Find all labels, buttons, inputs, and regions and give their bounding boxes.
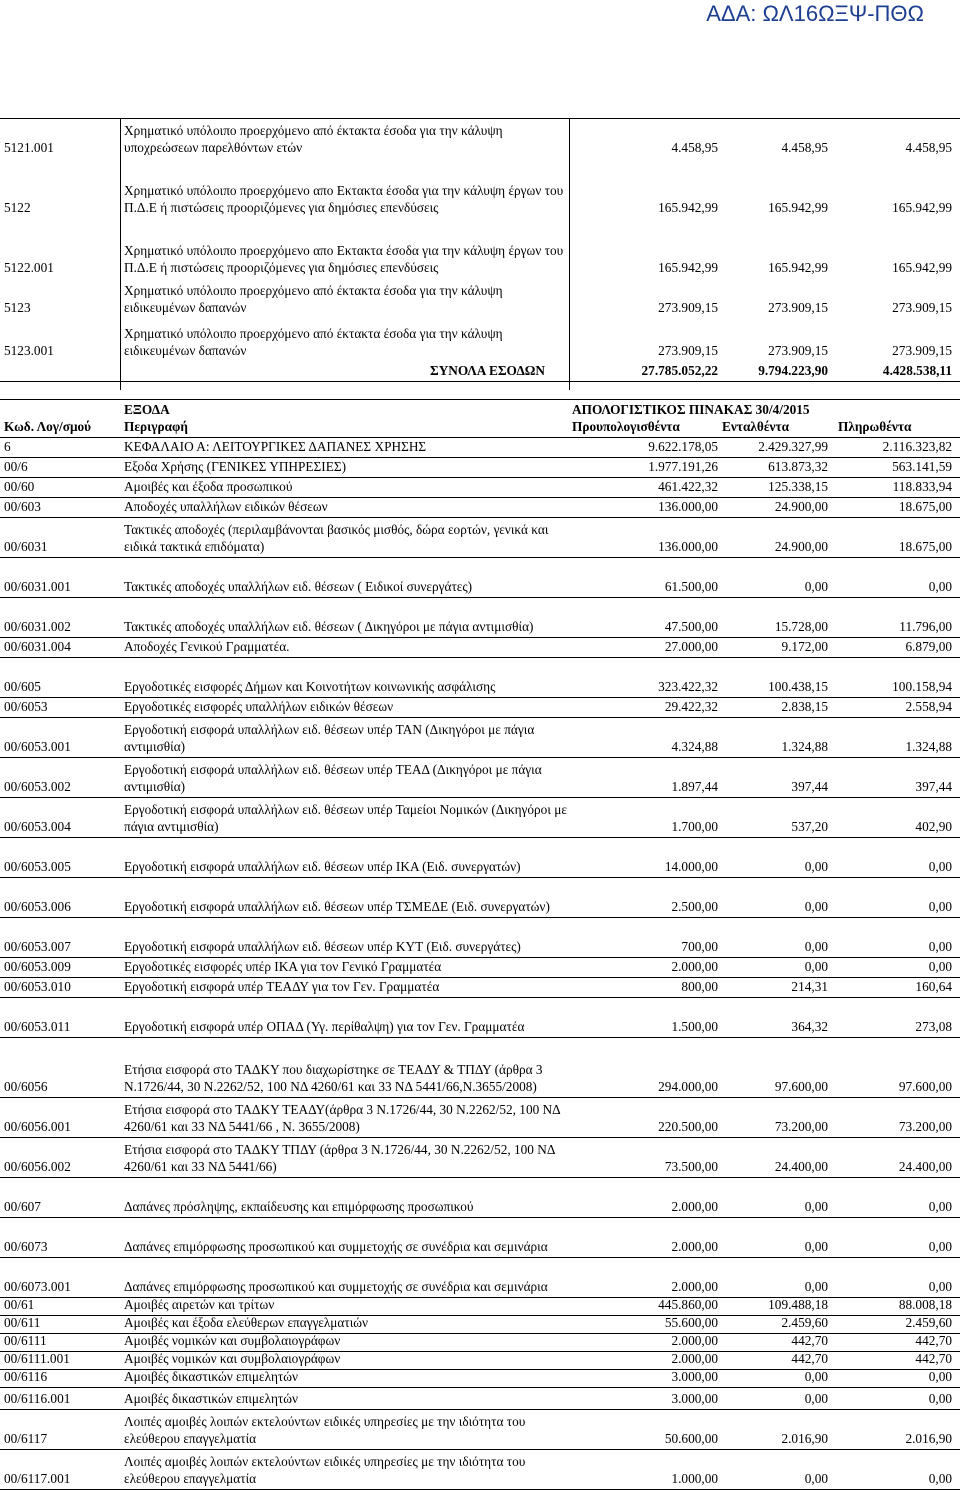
description: Αμοιβές νομικών και συμβολαιογράφων [124,1333,341,1348]
committed-value: 2.838,15 [781,699,828,714]
budget-value: 220.500,00 [658,1119,718,1134]
committed-value: 0,00 [804,1391,828,1406]
account-code: 00/603 [4,499,41,514]
budget-value: 47.500,00 [664,619,718,634]
committed-value: 0,00 [804,1239,828,1254]
description: Εργοδοτική εισφορά υπαλλήλων ειδ. θέσεων υπέρ ΙΚΑ (Ειδ. συνεργατών) [124,859,521,874]
account-code: 00/6053.001 [4,739,71,754]
paid-value: 0,00 [928,1279,952,1294]
committed-value: 9.172,00 [781,639,828,654]
committed-value: 0,00 [804,1279,828,1294]
budget-value: 2.000,00 [671,1239,718,1254]
description: Αμοιβές δικαστικών επιμελητών [124,1391,299,1406]
expense-row [0,957,960,978]
paid-value: 273.909,15 [892,300,952,315]
committed-value: 100.438,15 [768,679,828,694]
committed-value: 537,20 [791,819,828,834]
paid-value: 0,00 [928,1239,952,1254]
account-code: 00/6 [4,459,28,474]
budget-value: 1.700,00 [671,819,718,834]
committed-value: 397,44 [791,779,828,794]
description: Ετήσια εισφορά στο ΤΑΔΚΥ ΤΠΔΥ (άρθρα 3 Ν.1726/44, 30 Ν.2262/52, 100 ΝΔ 4260/61 και 33 ΝΔ 5441/66) [124,1142,555,1174]
paid-value: 100.158,94 [892,679,952,694]
divider [0,381,960,400]
totals-paid: 4.428.538,11 [882,363,952,378]
expense-row [0,557,960,598]
committed-value: 214,31 [791,979,828,994]
budget-value: 61.500,00 [664,579,718,594]
description: Λοιπές αμοιβές λοιπών εκτελούντων ειδικές υπηρεσίες με την ιδιότητα του ελεύθερου επαγγελματία [124,1414,526,1446]
expense-row [0,997,960,1038]
totals-committed: 9.794.223,90 [758,363,828,378]
expense-row [0,757,960,798]
paid-value: 18.675,00 [898,539,952,554]
expense-row [0,1369,960,1388]
budget-value: 445.860,00 [658,1297,718,1312]
description: Εξοδα Χρήσης (ΓΕΝΙΚΕΣ ΥΠΗΡΕΣΙΕΣ) [124,459,347,474]
account-code: 00/6053.011 [4,1019,71,1034]
budget-value: 2.000,00 [671,1351,718,1366]
committed-value: 2.016,90 [781,1431,828,1446]
totals-budget: 27.785.052,22 [641,363,718,378]
paid-value: 88.008,18 [898,1297,952,1312]
description: Δαπάνες πρόσληψης, εκπαίδευσης και επιμόρφωσης προσωπικού [124,1199,474,1214]
revenue-totals-row [0,361,960,382]
paid-value: 0,00 [928,859,952,874]
account-code: 00/6117.001 [4,1471,71,1486]
expense-row [0,437,960,458]
description: Εργοδοτική εισφορά υπέρ ΟΠΑΔ (Υγ. περίθαλψη) για τον Γεν. Γραμματέα [124,1019,525,1034]
committed-value: 0,00 [804,579,828,594]
account-code: 00/6053.006 [4,899,71,914]
description: Αμοιβές αιρετών και τρίτων [124,1297,275,1312]
description: Εργοδοτική εισφορά υπαλλήλων ειδ. θέσεων υπέρ ΚΥΤ (Ειδ. συνεργάτες) [124,939,521,954]
budget-value: 50.600,00 [664,1431,718,1446]
description: Ετήσια εισφορά στο ΤΑΔΚΥ που διαχωρίστηκε σε ΤΕΑΔΥ & ΤΠΔΥ (άρθρα 3 Ν.1726/44, 30 Ν.2262/52, 100 ΝΔ 4260/61 και 33 ΝΔ 5441/66,Ν.3655/2008) [124,1062,543,1094]
account-code: 00/6053.010 [4,979,71,994]
budget-value: 294.000,00 [658,1079,718,1094]
expense-row [0,1177,960,1218]
committed-value: 97.600,00 [774,1079,828,1094]
col-description: Περιγραφή [124,419,188,434]
expense-row [0,877,960,918]
paid-value: 273.909,15 [892,343,952,358]
description: Εργοδοτικές εισφορές Δήμων και Κοινοτήτων κοινωνικής ασφάλισης [124,679,496,694]
expense-row [0,497,960,518]
committed-value: 613.873,32 [768,459,828,474]
description: Αποδοχές υπαλλήλων ειδικών θέσεων [124,499,328,514]
committed-value: 165.942,99 [768,200,828,215]
committed-value: 0,00 [804,1199,828,1214]
col-paid: Πληρωθέντα [838,419,912,434]
account-code: 00/6116.001 [4,1391,71,1406]
expense-row [0,597,960,638]
paid-value: 165.942,99 [892,260,952,275]
committed-value: 165.942,99 [768,260,828,275]
totals-label: ΣΥΝΟΛΑ ΕΣΟΔΩΝ [430,363,546,378]
description: Αμοιβές και έξοδα ελεύθερων επαγγελματιών [124,1315,369,1330]
account-code: 5122.001 [4,260,54,275]
paid-value: 6.879,00 [905,639,952,654]
budget-value: 700,00 [681,939,718,954]
description: ΚΕΦΑΛΑΙΟ Α: ΛΕΙΤΟΥΡΓΙΚΕΣ ΔΑΠΑΝΕΣ ΧΡΗΣΗΣ [124,439,427,454]
account-code: 5121.001 [4,140,54,155]
account-code: 00/6031.001 [4,579,71,594]
description: Τακτικές αποδοχές υπαλλήλων ειδ. θέσεων ( Ειδικοί συνεργάτες) [124,579,473,594]
budget-value: 165.942,99 [658,200,718,215]
expense-row [0,977,960,998]
description: Εργοδοτική εισφορά υπαλλήλων ειδ. θέσεων υπέρ ΤΣΜΕΔΕ (Ειδ. συνεργατών) [124,899,550,914]
paid-value: 73.200,00 [898,1119,952,1134]
budget-value: 1.000,00 [671,1471,718,1486]
committed-value: 109.488,18 [768,1297,828,1312]
budget-value: 14.000,00 [664,859,718,874]
paid-value: 24.400,00 [898,1159,952,1174]
account-code: 00/6111.001 [4,1351,70,1366]
expense-row [0,517,960,558]
account-code: 00/6031.004 [4,639,71,654]
account-code: 00/6056.002 [4,1159,71,1174]
paid-value: 2.116.323,82 [882,439,952,454]
paid-value: 402,90 [915,819,952,834]
description: Λοιπές αμοιβές λοιπών εκτελούντων ειδικές υπηρεσίες με την ιδιότητα του ελεύθερου επαγγελματία [124,1454,526,1486]
description: Εργοδοτική εισφορά υπαλλήλων ειδ. θέσεων υπέρ ΤΑΝ (Δικηγόροι με πάγια αντιμισθία) [124,722,535,754]
section-title: ΕΞΟΔΑ [124,402,170,417]
paid-value: 273,08 [915,1019,952,1034]
expense-row [0,1257,960,1298]
expense-row [0,637,960,658]
expense-row [0,1409,960,1450]
budget-value: 136.000,00 [658,539,718,554]
description: Τακτικές αποδοχές υπαλλήλων ειδ. θέσεων ( Δικηγόροι με πάγια αντιμισθία) [124,619,534,634]
description: Χρηματικό υπόλοιπο προερχόμενο από έκτακτα έσοδα για την κάλυψη ειδικευμένων δαπανών [124,283,503,315]
committed-value: 0,00 [804,1471,828,1486]
paid-value: 1.324,88 [905,739,952,754]
paid-value: 397,44 [915,779,952,794]
paid-value: 0,00 [928,1391,952,1406]
paid-value: 442,70 [915,1351,952,1366]
account-code: 00/6053 [4,699,48,714]
account-code: 00/6053.007 [4,939,71,954]
description: Χρηματικό υπόλοιπο προερχόμενο από έκτακτα έσοδα για την κάλυψη ειδικευμένων δαπανών [124,326,503,358]
committed-value: 24.900,00 [774,499,828,514]
description: Χρηματικό υπόλοιπο προερχόμενο απο Εκτακτα έσοδα για την κάλυψη έργων του Π.Δ.Ε ή πιστώσεις προοριζόμενες για δημόσιες επενδύσεις [124,243,564,275]
report-title: ΑΠΟΛΟΓΙΣΤΙΚΟΣ ΠΙΝΑΚΑΣ 30/4/2015 [572,402,810,417]
ada-header: ΑΔΑ: ΩΛ16ΩΞΨ-ΠΘΩ [706,1,924,26]
budget-value: 165.942,99 [658,260,718,275]
description: Χρηματικό υπόλοιπο προερχόμενο από έκτακτα έσοδα για την κάλυψη υποχρεώσεων παρελθόντων ετών [124,123,503,155]
expense-row [0,1217,960,1258]
budget-value: 3.000,00 [671,1391,718,1406]
expense-row [0,717,960,758]
account-code: 00/6053.002 [4,779,71,794]
account-code: 00/607 [4,1199,41,1214]
paid-value: 97.600,00 [898,1079,952,1094]
description: Δαπάνες επιμόρφωσης προσωπικού και συμμετοχής σε συνέδρια και σεμινάρια [124,1279,548,1294]
description: Αμοιβές νομικών και συμβολαιογράφων [124,1351,341,1366]
paid-value: 4.458,95 [905,140,952,155]
paid-value: 0,00 [928,899,952,914]
expense-row [0,697,960,718]
budget-value: 2.500,00 [671,899,718,914]
description: Ετήσια εισφορά στο ΤΑΔΚΥ ΤΕΑΔΥ(άρθρα 3 Ν.1726/44, 30 Ν.2262/52, 100 ΝΔ 4260/61 και 33 ΝΔ 5441/66 , Ν. 3655/2008) [124,1102,560,1134]
committed-value: 442,70 [791,1351,828,1366]
committed-value: 364,32 [791,1019,828,1034]
account-code: 00/6031 [4,539,48,554]
budget-value: 3.000,00 [671,1369,718,1384]
expense-row [0,917,960,958]
committed-value: 273.909,15 [768,300,828,315]
committed-value: 24.400,00 [774,1159,828,1174]
paid-value: 165.942,99 [892,200,952,215]
col-budget: Προυπολογισθέντα [572,419,680,434]
expense-row [0,457,960,478]
account-code: 5122 [4,200,31,215]
committed-value: 2.459,60 [781,1315,828,1330]
account-code: 00/6116 [4,1369,48,1384]
committed-value: 4.458,95 [781,140,828,155]
expense-row [0,1097,960,1138]
paid-value: 0,00 [928,959,952,974]
expense-row [0,1449,960,1490]
account-code: 5123.001 [4,343,54,358]
description: Εργοδοτικές εισφορές υπαλλήλων ειδικών θέσεων [124,699,394,714]
account-code: 5123 [4,300,31,315]
description: Χρηματικό υπόλοιπο προερχόμενο απο Εκτακτα έσοδα για την κάλυψη έργων του Π.Δ.Ε ή πιστώσεις προοριζόμενες για δημόσιες επενδύσεις [124,183,564,215]
description: Εργοδοτικές εισφορές υπέρ ΙΚΑ για τον Γενικό Γραμματέα [124,959,442,974]
committed-value: 273.909,15 [768,343,828,358]
budget-value: 273.909,15 [658,300,718,315]
paid-value: 11.796,00 [899,619,952,634]
account-code: 00/6056.001 [4,1119,71,1134]
budget-value: 323.422,32 [658,679,718,694]
revenue-row [0,318,960,361]
account-code: 00/6031.002 [4,619,71,634]
budget-value: 2.000,00 [671,1333,718,1348]
revenue-row [0,218,960,278]
description: Δαπάνες επιμόρφωσης προσωπικού και συμμετοχής σε συνέδρια και σεμινάρια [124,1239,548,1254]
account-code: 00/61 [4,1297,35,1312]
col-code: Κωδ. Λογ/σμού [4,419,92,434]
expense-section-header [0,399,960,419]
committed-value: 73.200,00 [774,1119,828,1134]
description: Αμοιβές δικαστικών επιμελητών [124,1369,299,1384]
budget-value: 2.000,00 [671,1279,718,1294]
revenue-row [0,118,960,158]
budget-value: 1.500,00 [671,1019,718,1034]
budget-value: 29.422,32 [664,699,718,714]
paid-value: 2.459,60 [905,1315,952,1330]
account-code: 00/6111 [4,1333,47,1348]
paid-value: 18.675,00 [898,499,952,514]
account-code: 00/6073 [4,1239,48,1254]
account-code: 00/60 [4,479,35,494]
paid-value: 0,00 [928,579,952,594]
expense-row [0,1137,960,1178]
revenue-row [0,158,960,218]
paid-value: 2.558,94 [905,699,952,714]
budget-value: 4.324,88 [671,739,718,754]
committed-value: 0,00 [804,959,828,974]
expense-row [0,1387,960,1410]
expense-column-headers [0,419,960,438]
committed-value: 0,00 [804,939,828,954]
budget-value: 55.600,00 [664,1315,718,1330]
paid-value: 0,00 [928,939,952,954]
paid-value: 0,00 [928,1199,952,1214]
revenue-row [0,278,960,318]
description: Τακτικές αποδοχές (περιλαμβάνονται βασικός μισθός, δώρα εορτών, γενικά και ειδικά τακτικά επιδόματα) [124,522,549,554]
description: Αποδοχές Γενικού Γραμματέα. [124,639,290,654]
paid-value: 0,00 [928,1369,952,1384]
paid-value: 2.016,90 [905,1431,952,1446]
committed-value: 0,00 [804,899,828,914]
description: Εργοδοτική εισφορά υπαλλήλων ειδ. θέσεων υπέρ Ταμείοι Νομικών (Δικηγόροι με πάγια αντιμισθία) [124,802,567,834]
account-code: 00/6073.001 [4,1279,71,1294]
committed-value: 125.338,15 [768,479,828,494]
paid-value: 442,70 [915,1333,952,1348]
account-code: 00/605 [4,679,41,694]
budget-value: 1.897,44 [671,779,718,794]
committed-value: 24.900,00 [774,539,828,554]
description: Αμοιβές και έξοδα προσωπικού [124,479,293,494]
paid-value: 563.141,59 [892,459,952,474]
budget-value: 2.000,00 [671,959,718,974]
budget-value: 73.500,00 [664,1159,718,1174]
account-code: 00/6053.005 [4,859,71,874]
committed-value: 0,00 [804,1369,828,1384]
expense-row [0,477,960,498]
paid-value: 0,00 [928,1471,952,1486]
budget-value: 9.622.178,05 [648,439,718,454]
committed-value: 2.429.327,99 [758,439,828,454]
account-code: 00/6053.004 [4,819,71,834]
budget-value: 4.458,95 [671,140,718,155]
committed-value: 442,70 [791,1333,828,1348]
budget-value: 27.000,00 [664,639,718,654]
budget-value: 136.000,00 [658,499,718,514]
committed-value: 15.728,00 [774,619,828,634]
account-code: 00/6053.009 [4,959,71,974]
expense-row [0,657,960,698]
description: Εργοδοτική εισφορά υπέρ ΤΕΑΔΥ για τον Γεν. Γραμματέα [124,979,440,994]
budget-value: 800,00 [681,979,718,994]
col-committed: Ενταλθέντα [722,419,790,434]
account-code: 6 [4,439,11,454]
paid-value: 118.833,94 [892,479,952,494]
expense-row [0,837,960,878]
committed-value: 0,00 [804,859,828,874]
budget-value: 273.909,15 [658,343,718,358]
divider [0,118,960,119]
committed-value: 1.324,88 [781,739,828,754]
budget-value: 461.422,32 [658,479,718,494]
account-code: 00/6117 [4,1431,48,1446]
account-code: 00/611 [4,1315,41,1330]
expense-row [0,1037,960,1098]
budget-value: 1.977.191,26 [648,459,718,474]
expense-row [0,797,960,838]
account-code: 00/6056 [4,1079,48,1094]
paid-value: 160,64 [915,979,952,994]
description: Εργοδοτική εισφορά υπαλλήλων ειδ. θέσεων υπέρ ΤΕΑΔ (Δικηγόροι με πάγια αντιμισθία) [124,762,542,794]
budget-value: 2.000,00 [671,1199,718,1214]
